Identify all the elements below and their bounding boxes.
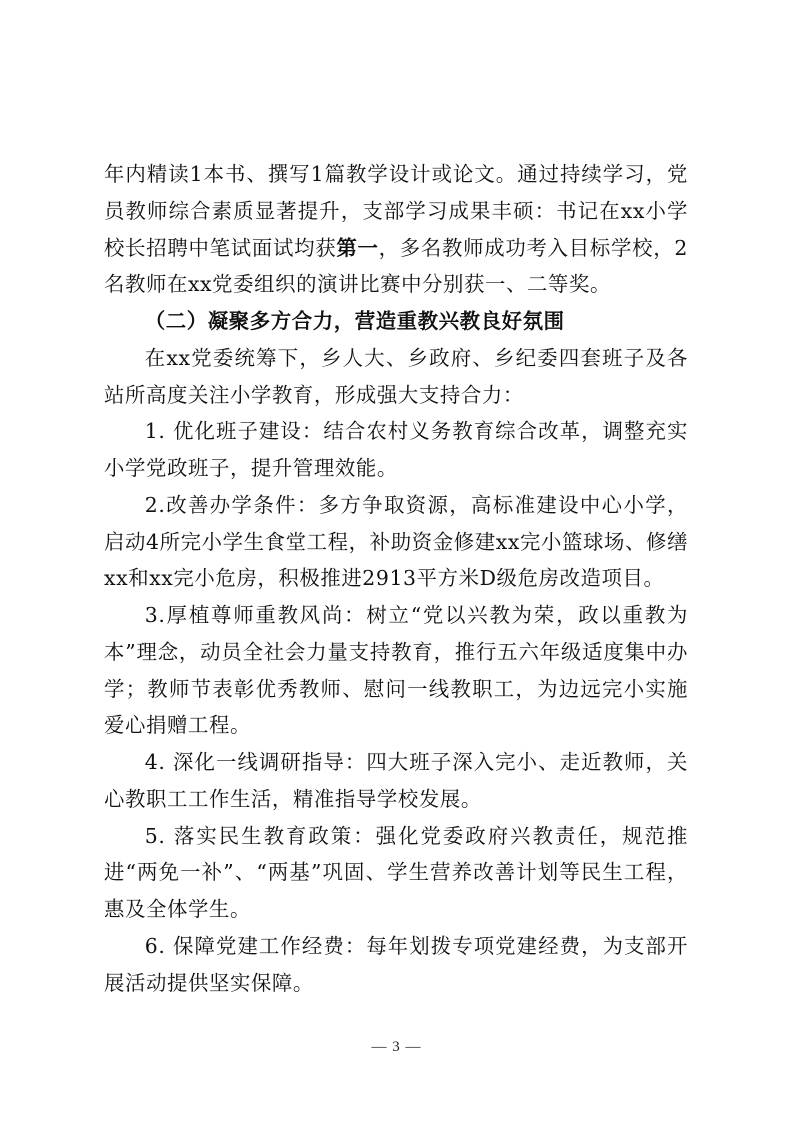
list-item-1: 1. 优化班子建设：结合农村义务教育综合改革，调整充实小学党政班子，提升管理效能。 bbox=[104, 419, 688, 480]
section-heading: （二）凝聚多方合力，营造重教兴教良好氛围 bbox=[144, 309, 565, 333]
list-item-4: 4. 深化一线调研指导：四大班子深入完小、走近教师，关心教职工工作生活，精准指导学校发展。 bbox=[104, 750, 688, 811]
emphasis-first-place: 第一 bbox=[336, 235, 379, 260]
paragraph-study-results bbox=[104, 156, 688, 303]
paragraph-text-part: 年内精读1本书、撰写1篇教学设计或论文。通过持续学习，党员教师综合素质显著提升，支部学习成果丰硕：书记在xx小学校长招聘中笔试面试均获 bbox=[104, 162, 688, 260]
list-item-3: 3.厚植尊师重教风尚：树立“党以兴教为荣，政以重教为本”理念，动员全社会力量支持教育，推行五六年级适度集中办学；教师节表彰优秀教师、慰问一线教职工，为边远完小实施爱心捐赠工程。 bbox=[104, 603, 688, 738]
list-item-6: 6. 保障党建工作经费：每年划拨专项党建经费，为支部开展活动提供坚实保障。 bbox=[104, 933, 688, 995]
document-body bbox=[104, 156, 688, 1001]
paragraph-intro: 在xx党委统筹下，乡人大、乡政府、乡纪委四套班子及各站所高度关注小学教育，形成强大支持合力： bbox=[104, 345, 688, 407]
list-item-2: 2.改善办学条件：多方争取资源，高标准建设中心小学，启动4所完小学生食堂工程，补助资金修建xx完小篮球场、修缮xx和xx完小危房，积极推进2913平方米D级危房改造项目。 bbox=[104, 492, 688, 591]
list-item-5: 5. 落实民生教育政策：强化党委政府兴教责任，规范推进“两免一补”、“两基”巩固、学生营养改善计划等民生工程，惠及全体学生。 bbox=[104, 823, 688, 921]
paragraph-text-part: ，多名教师成功考入目标学校，2名教师在xx党委组织的演讲比赛中分别获一、二等奖。 bbox=[104, 235, 688, 297]
page-number: — 3 — bbox=[371, 1039, 422, 1055]
